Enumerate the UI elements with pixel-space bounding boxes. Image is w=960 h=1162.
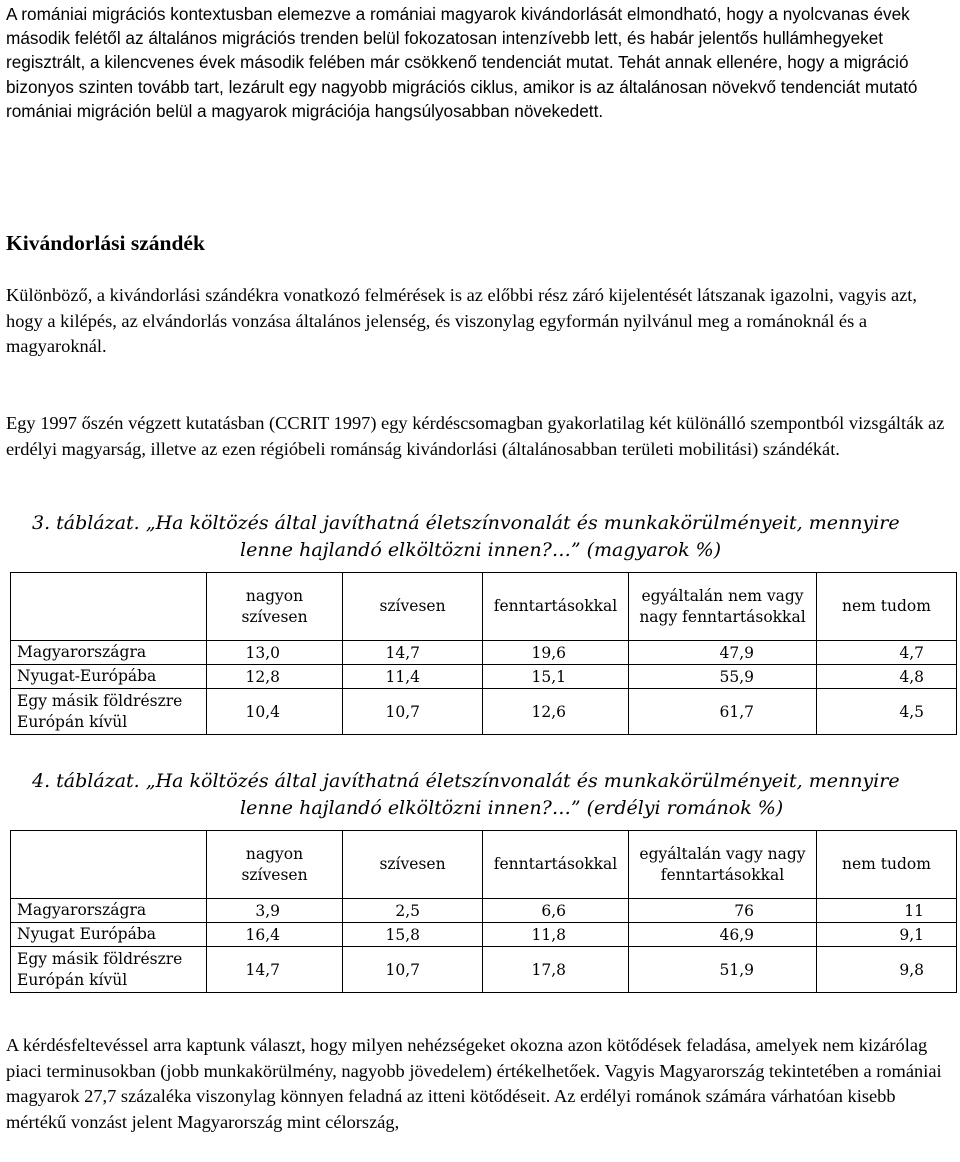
table-cell: 4,5 — [817, 689, 957, 735]
table-3-block — [10, 510, 956, 735]
table-cell: 16,4 — [207, 923, 343, 947]
table-cell: 4,7 — [817, 641, 957, 665]
table-cell: 14,7 — [207, 947, 343, 993]
table-4 — [10, 830, 957, 993]
table-header-cell: egyáltalán vagy nagy fenntartásokkal — [629, 831, 817, 899]
table-cell: 10,7 — [343, 689, 483, 735]
table-4-caption-line1: 4. táblázat. „Ha költözés által javíthatná életszínvonalát és munkakörülményeit, mennyire — [32, 770, 900, 792]
table-row — [11, 641, 957, 665]
table-row — [11, 665, 957, 689]
table-3-caption-line1: 3. táblázat. „Ha költözés által javíthatná életszínvonalát és munkakörülményeit, mennyire — [32, 512, 900, 534]
table-cell: 11,4 — [343, 665, 483, 689]
table-header-cell: nem tudom — [817, 573, 957, 641]
table-cell: 6,6 — [483, 899, 629, 923]
table-cell: 9,1 — [817, 923, 957, 947]
table-cell: 12,8 — [207, 665, 343, 689]
table-3-caption — [10, 510, 956, 564]
table-cell: 2,5 — [343, 899, 483, 923]
table-3 — [10, 572, 957, 735]
table-header-cell: fenntartásokkal — [483, 573, 629, 641]
table-4-block — [10, 768, 956, 993]
table-4-caption — [10, 768, 956, 822]
table-header-cell: nagyon szívesen — [207, 573, 343, 641]
paragraph-2: Egy 1997 őszén végzett kutatásban (CCRIT 1997) egy kérdéscsomagban gyakorlatilag két különálló szempontból vizsgálták az erdélyi magyarság, illetve az ezen régióbeli románság kivándorlási (általánosabban területi mobilitási) szándékát. — [6, 413, 945, 459]
table-cell: 55,9 — [629, 665, 817, 689]
table-cell: 14,7 — [343, 641, 483, 665]
table-cell: 13,0 — [207, 641, 343, 665]
table-cell: 76 — [629, 899, 817, 923]
paragraph-1: Különböző, a kivándorlási szándékra vonatkozó felmérések is az előbbi rész záró kijelentését látszanak igazolni, vagyis azt, hogy a kilépés, az elvándorlás vonzása általános jelenség, és viszonylag egyformán nyilvánul meg a románoknál és a magyaroknál. — [6, 285, 918, 357]
table-cell: 10,4 — [207, 689, 343, 735]
table-cell: 11 — [817, 899, 957, 923]
row-label: Magyarországra — [11, 899, 207, 923]
row-label: Nyugat-Európába — [11, 665, 207, 689]
table-cell: 15,8 — [343, 923, 483, 947]
table-header-cell: nem tudom — [817, 831, 957, 899]
table-cell: 61,7 — [629, 689, 817, 735]
table-cell: 47,9 — [629, 641, 817, 665]
table-3-header-row — [11, 573, 957, 641]
table-header-cell — [11, 573, 207, 641]
table-row — [11, 689, 957, 735]
table-header-cell: szívesen — [343, 573, 483, 641]
table-cell: 46,9 — [629, 923, 817, 947]
table-header-cell: fenntartásokkal — [483, 831, 629, 899]
table-row — [11, 947, 957, 993]
paragraph-3: A kérdésfeltevéssel arra kaptunk választ, hogy milyen nehézségeket okozna azon kötődések feladása, amelyek nem kizárólag piaci terminusokban (jobb munkakörülmény, nagyobb jövedelem) értékelhetőek. Vagyis Magyarország tekintetében a romániai magyarok 27,7 százaléka viszonylag könnyen feladná az itteni kötődéseit. Az erdélyi románok számára várhatóan kisebb mértékű vonzást jelent Magyarország mint célország, — [6, 1035, 942, 1132]
row-label: Nyugat Európába — [11, 923, 207, 947]
table-cell: 11,8 — [483, 923, 629, 947]
table-cell: 12,6 — [483, 689, 629, 735]
row-label: Magyarországra — [11, 641, 207, 665]
table-cell: 10,7 — [343, 947, 483, 993]
table-header-cell — [11, 831, 207, 899]
table-cell: 9,8 — [817, 947, 957, 993]
table-4-header-row — [11, 831, 957, 899]
table-cell: 3,9 — [207, 899, 343, 923]
table-cell: 51,9 — [629, 947, 817, 993]
table-cell: 15,1 — [483, 665, 629, 689]
table-4-caption-line2: lenne hajlandó elköltözni innen?…” (erdélyi románok %) — [240, 797, 784, 819]
table-3-caption-line2: lenne hajlandó elköltözni innen?…” (magyarok %) — [240, 539, 722, 561]
table-header-cell: szívesen — [343, 831, 483, 899]
section-heading: Kivándorlási szándék — [6, 231, 205, 255]
table-row — [11, 899, 957, 923]
table-header-cell: egyáltalán nem vagy nagy fenntartásokkal — [629, 573, 817, 641]
row-label: Egy másik földrészre Európán kívül — [11, 689, 207, 735]
table-header-cell: nagyon szívesen — [207, 831, 343, 899]
table-cell: 17,8 — [483, 947, 629, 993]
table-row — [11, 923, 957, 947]
intro-paragraph: A romániai migrációs kontextusban elemezve a romániai magyarok kivándorlását elmondható, hogy a nyolcvanas évek második felétől az általános migrációs trenden belül fokozatosan intenzívebb lett, és habár jelentős hullámhegyeket regisztrált, a kilencvenes évek második felében már csökkenő tendenciát mutat. Tehát annak ellenére, hogy a migráció bizonyos szinten tovább tart, lezárult egy nagyobb migrációs ciklus, amikor is az általánosan növekvő tendenciát mutató romániai migráción belül a magyarok migrációja hangsúlyosabban növekedett. — [6, 4, 918, 121]
table-cell: 19,6 — [483, 641, 629, 665]
table-cell: 4,8 — [817, 665, 957, 689]
row-label: Egy másik földrészre Európán kívül — [11, 947, 207, 993]
